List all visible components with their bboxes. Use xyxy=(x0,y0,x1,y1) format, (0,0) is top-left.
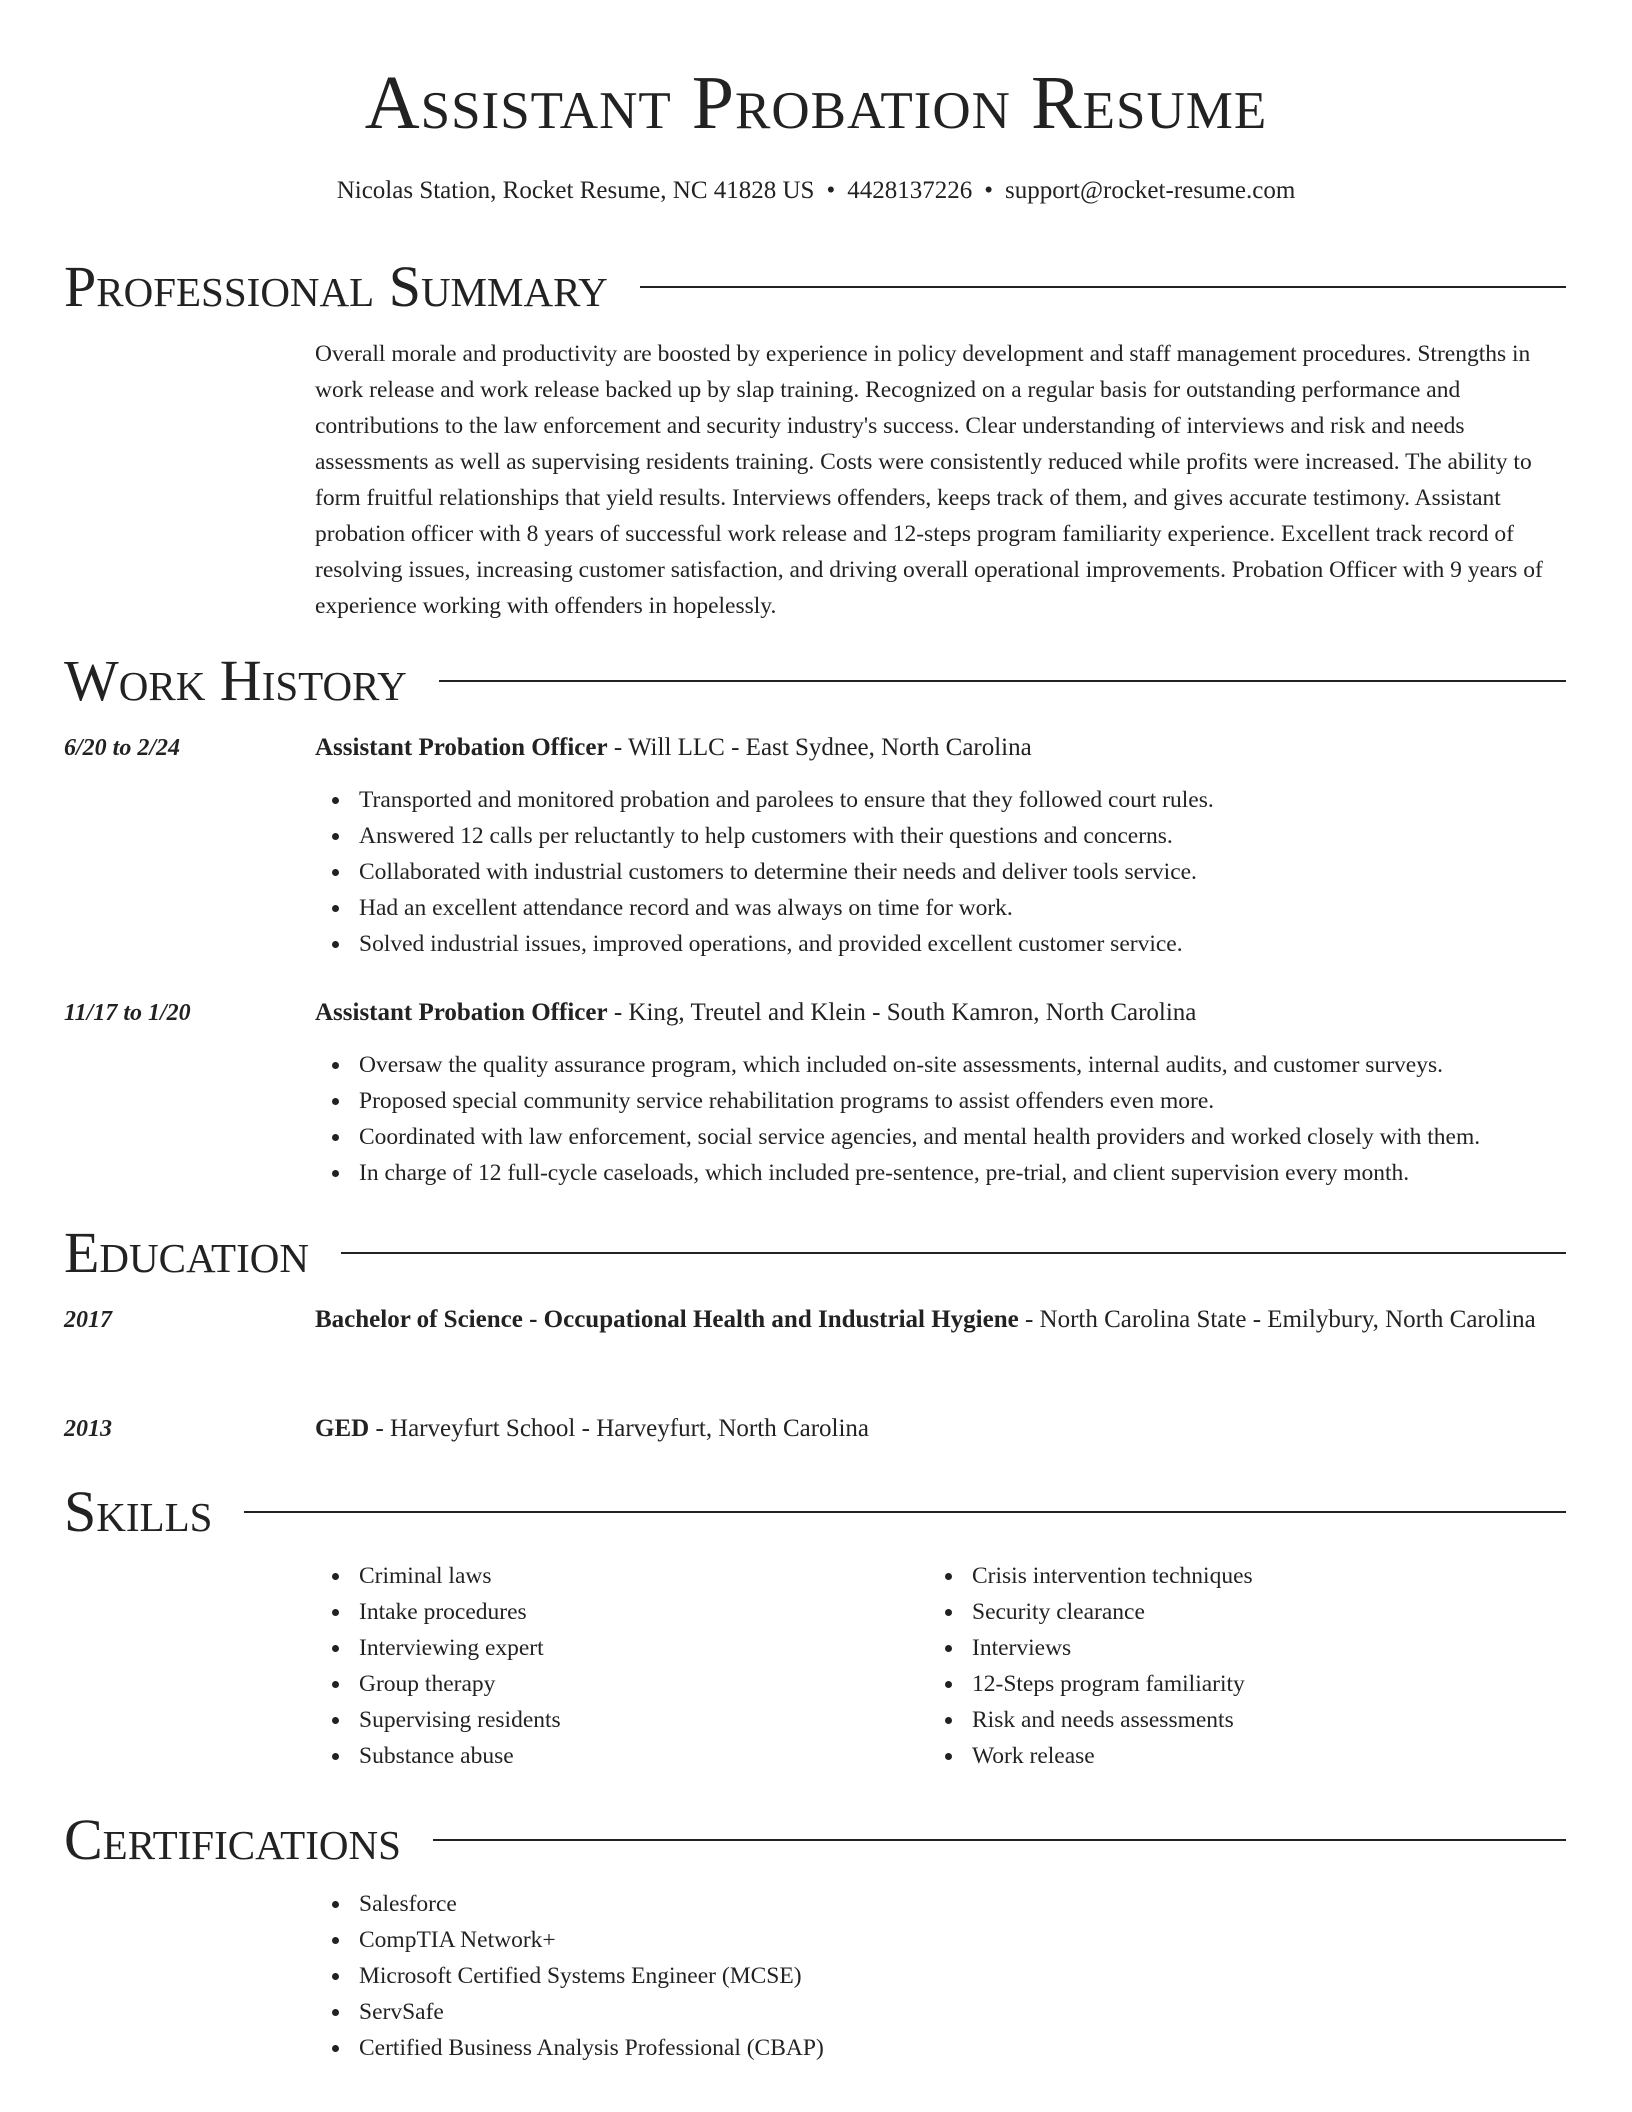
skill-item: 12-Steps program familiarity xyxy=(972,1666,1253,1702)
section-title: Professional Summary xyxy=(64,254,608,319)
skill-item: Crisis intervention techniques xyxy=(972,1558,1253,1594)
job-bullets xyxy=(315,782,1214,962)
section-title: Certifications xyxy=(64,1807,401,1872)
list-item: Answered 12 calls per reluctantly to help customers with their questions and concerns. xyxy=(359,818,1214,854)
skill-item: Work release xyxy=(972,1738,1253,1774)
education-degree: Bachelor of Science - Occupational Health and Industrial Hygiene xyxy=(315,1306,1019,1333)
section-heading-education xyxy=(64,1218,1566,1288)
certification-item: Certified Business Analysis Professional (CBAP) xyxy=(359,2030,824,2066)
contact-line xyxy=(0,174,1632,208)
section-divider xyxy=(640,286,1566,288)
skill-item: Group therapy xyxy=(359,1666,561,1702)
section-divider xyxy=(341,1252,1566,1254)
list-item: Solved industrial issues, improved operations, and provided excellent customer service. xyxy=(359,926,1214,962)
separator-dot: • xyxy=(984,177,993,204)
skill-item: Intake procedures xyxy=(359,1594,561,1630)
skill-item: Interviewing expert xyxy=(359,1630,561,1666)
separator-dot: • xyxy=(826,177,836,204)
job-bullets xyxy=(315,1047,1480,1191)
skill-item: Supervising residents xyxy=(359,1702,561,1738)
list-item: Proposed special community service rehabilitation programs to assist offenders even more. xyxy=(359,1083,1480,1119)
skill-item: Risk and needs assessments xyxy=(972,1702,1253,1738)
job-heading xyxy=(315,993,1565,1033)
section-divider xyxy=(439,680,1566,682)
skill-item: Criminal laws xyxy=(359,1558,561,1594)
skill-item: Substance abuse xyxy=(359,1738,561,1774)
education-entry xyxy=(315,1409,1565,1449)
section-title: Work History xyxy=(64,648,407,713)
contact-address: Nicolas Station, Rocket Resume, NC 41828 US xyxy=(336,177,815,204)
contact-email[interactable]: support@rocket-resume.com xyxy=(1004,177,1296,204)
job-heading xyxy=(315,728,1565,768)
education-details: - Harveyfurt School - Harveyfurt, North Carolina xyxy=(369,1415,870,1442)
certification-item: Microsoft Certified Systems Engineer (MCSE) xyxy=(359,1958,824,1994)
job-details: - King, Treutel and Klein - South Kamron, North Carolina xyxy=(607,999,1197,1026)
section-heading-certifications xyxy=(64,1805,1566,1875)
list-item: Transported and monitored probation and parolees to ensure that they followed court rules. xyxy=(359,782,1214,818)
job-dates: 6/20 to 2/24 xyxy=(64,735,181,761)
section-heading-skills xyxy=(64,1477,1566,1547)
certification-item: ServSafe xyxy=(359,1994,824,2030)
section-divider xyxy=(433,1839,1566,1841)
certification-item: CompTIA Network+ xyxy=(359,1922,824,1958)
list-item: Had an excellent attendance record and was always on time for work. xyxy=(359,890,1214,926)
skill-item: Security clearance xyxy=(972,1594,1253,1630)
education-year: 2013 xyxy=(64,1416,112,1442)
skills-list-left xyxy=(315,1558,561,1774)
education-entry xyxy=(315,1300,1565,1340)
certification-item: Salesforce xyxy=(359,1886,824,1922)
contact-phone: 4428137226 xyxy=(847,177,973,204)
job-title: Assistant Probation Officer xyxy=(315,999,608,1026)
summary-text: Overall morale and productivity are boosted by experience in policy development and staff management procedures. Strengths in work release and work release backed up by slap training. Recognized on a regular basis for outstanding performance and contributions to the law enforcement and security industry's success. Clear understanding of interviews and risk and needs assessments as well as supervising residents training. Costs were consistently reduced while profits were increased. The ability to form fruitful relationships that yield results. Interviews offenders, keeps track of them, and gives accurate testimony. Assistant probation officer with 8 years of successful work release and 12-steps program familiarity experience. Excellent track record of resolving issues, increasing customer satisfaction, and driving overall operational improvements. Probation Officer with 9 years of experience working with offenders in hopelessly. xyxy=(315,341,1543,619)
skills-list-right xyxy=(928,1558,1253,1774)
resume-title: Assistant Probation Resume xyxy=(364,61,1268,145)
list-item: In charge of 12 full-cycle caseloads, which included pre-sentence, pre-trial, and client supervision every month. xyxy=(359,1155,1480,1191)
section-divider xyxy=(244,1511,1566,1513)
certifications-list xyxy=(315,1886,824,2066)
job-details: - Will LLC - East Sydnee, North Carolina xyxy=(607,734,1032,761)
job-title: Assistant Probation Officer xyxy=(315,734,608,761)
list-item: Collaborated with industrial customers to determine their needs and deliver tools service. xyxy=(359,854,1214,890)
job-dates: 11/17 to 1/20 xyxy=(64,1000,191,1026)
education-details: - North Carolina State - Emilybury, North Carolina xyxy=(1018,1306,1536,1333)
skill-item: Interviews xyxy=(972,1630,1253,1666)
education-year: 2017 xyxy=(64,1307,112,1333)
list-item: Coordinated with law enforcement, social service agencies, and mental health providers and worked closely with them. xyxy=(359,1119,1480,1155)
section-heading-summary xyxy=(64,252,1566,322)
education-degree: GED xyxy=(315,1415,370,1442)
section-title: Skills xyxy=(64,1479,213,1544)
list-item: Oversaw the quality assurance program, which included on-site assessments, internal audits, and customer surveys. xyxy=(359,1047,1480,1083)
section-title: Education xyxy=(64,1220,309,1285)
section-heading-work-history xyxy=(64,646,1566,716)
